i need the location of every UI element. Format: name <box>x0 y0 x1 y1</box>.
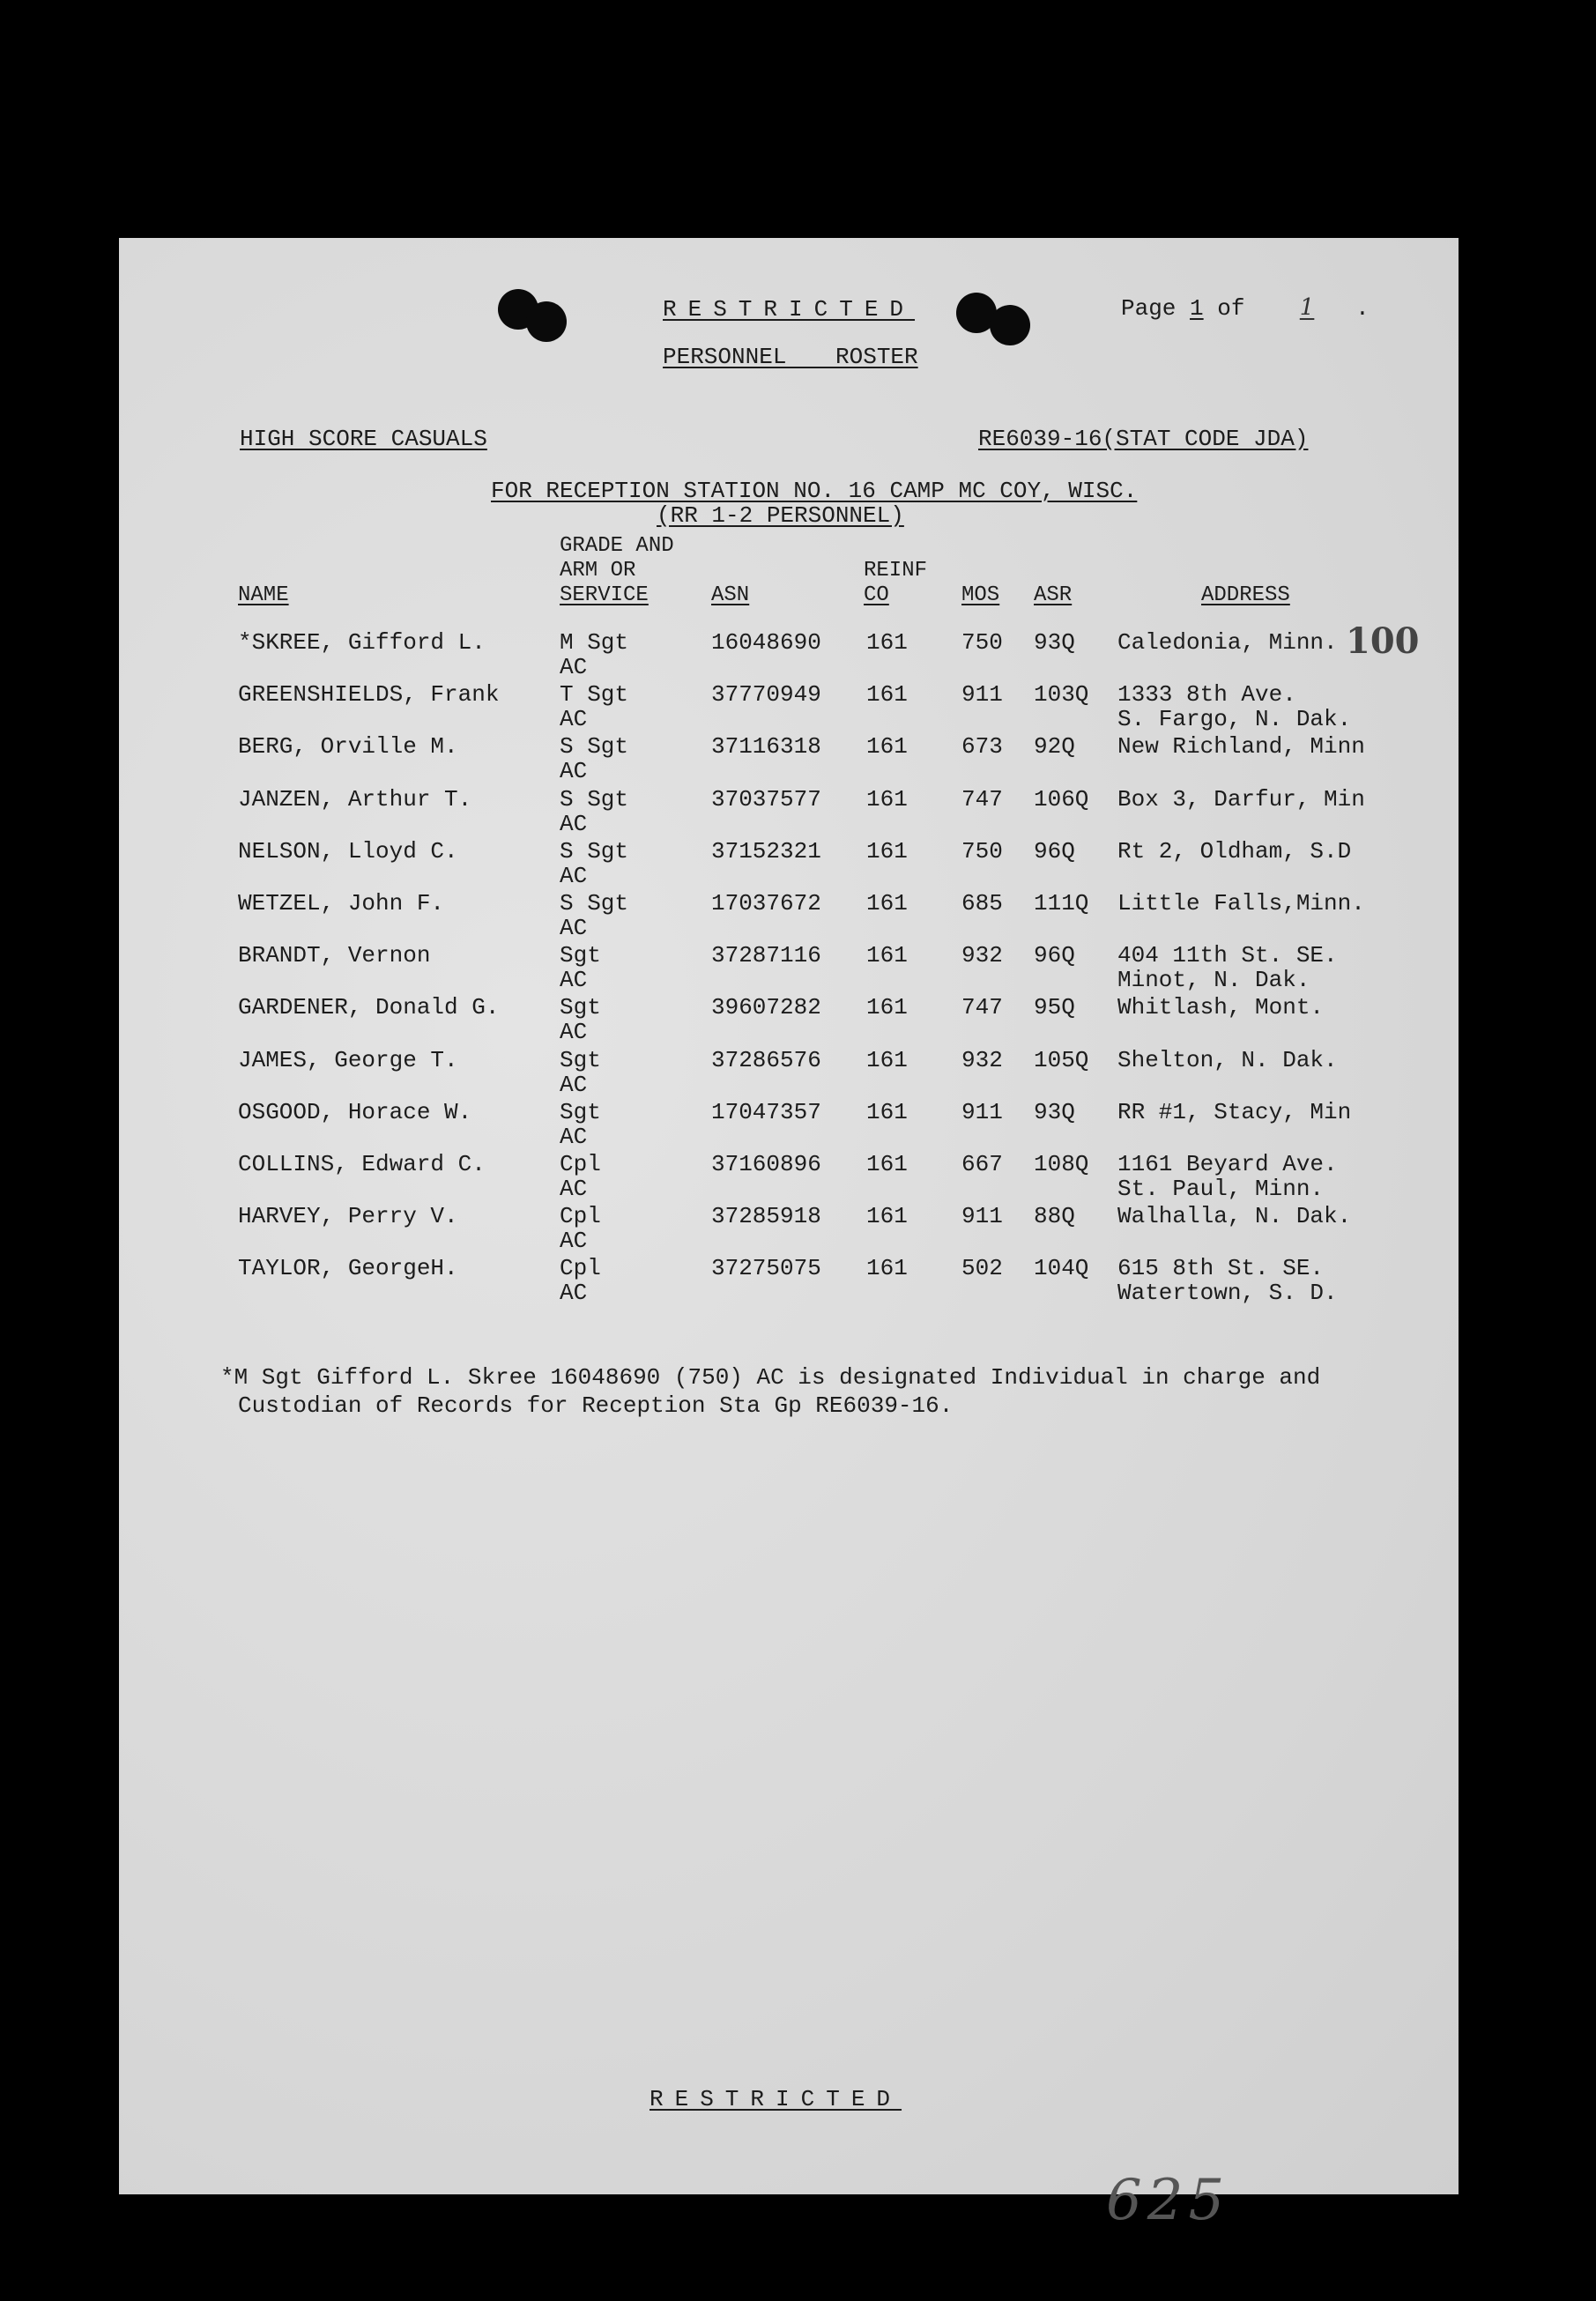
cell-asn: 37287116 <box>711 942 821 969</box>
cell-co: 161 <box>866 681 908 709</box>
cell-arm: AC <box>560 1228 588 1255</box>
col-name: NAME <box>238 583 289 607</box>
cell-grade: M Sgt <box>560 629 629 656</box>
cell-asr: 105Q <box>1034 1046 1089 1073</box>
cell-arm: AC <box>560 758 588 785</box>
cell-name: BERG, Orville M. <box>238 733 458 761</box>
cell-mos: 747 <box>961 785 1003 813</box>
cell-asn: 17047357 <box>711 1098 821 1125</box>
cell-addr1: 1161 Beyard Ave. <box>1117 1151 1338 1177</box>
cell-asn: 37037577 <box>711 785 821 813</box>
cell-grade: Sgt <box>560 994 601 1021</box>
table-row <box>119 1047 1459 1100</box>
cell-grade: S Sgt <box>560 785 629 813</box>
col-asr: ASR <box>1034 583 1073 607</box>
table-row <box>119 994 1459 1047</box>
table-row <box>119 942 1459 995</box>
table-row <box>119 629 1459 682</box>
cell-asn: 39607282 <box>711 994 821 1021</box>
cell-grade: Sgt <box>560 1098 601 1125</box>
cell-grade: S Sgt <box>560 890 629 917</box>
cell-mos: 673 <box>961 733 1003 761</box>
table-row <box>119 838 1459 891</box>
cell-grade: Cpl <box>560 1203 601 1230</box>
cell-asr: 104Q <box>1034 1255 1089 1282</box>
cell-asr: 103Q <box>1034 681 1089 709</box>
cell-asr: 93Q <box>1034 629 1075 656</box>
cell-arm: AC <box>560 1280 588 1307</box>
group-code: RE6039-16(STAT CODE JDA) <box>978 426 1309 452</box>
cell-asn: 37160896 <box>711 1151 821 1177</box>
cell-addr2: St. Paul, Minn. <box>1117 1176 1325 1202</box>
cell-asn: 16048690 <box>711 629 821 656</box>
cell-co: 161 <box>866 942 908 969</box>
cell-asr: 88Q <box>1034 1203 1075 1230</box>
cell-co: 161 <box>866 1046 908 1073</box>
cell-grade: S Sgt <box>560 837 629 865</box>
cell-asr: 92Q <box>1034 733 1075 761</box>
cell-mos: 502 <box>961 1255 1003 1282</box>
cell-co: 161 <box>866 994 908 1021</box>
cell-addr1: New Richland, Minn <box>1117 733 1365 761</box>
cell-mos: 685 <box>961 890 1003 917</box>
cell-arm: AC <box>560 654 588 680</box>
cell-co: 161 <box>866 785 908 813</box>
cell-addr2: Minot, N. Dak. <box>1117 967 1310 994</box>
cell-asn: 37285918 <box>711 1203 821 1230</box>
table-row <box>119 1099 1459 1152</box>
cell-arm: AC <box>560 1071 588 1098</box>
cell-name: OSGOOD, Horace W. <box>238 1098 472 1125</box>
cell-co: 161 <box>866 1203 908 1230</box>
cell-asr: 106Q <box>1034 785 1089 813</box>
cell-asn: 37770949 <box>711 681 821 709</box>
cell-addr1: 1333 8th Ave. <box>1117 681 1296 709</box>
table-row <box>119 1151 1459 1204</box>
footnote-line-2: Custodian of Records for Reception Sta Gp RE6039-16. <box>238 1392 954 1419</box>
cell-mos: 747 <box>961 994 1003 1021</box>
cell-grade: Sgt <box>560 942 601 969</box>
cell-mos: 750 <box>961 629 1003 656</box>
classification-top: RESTRICTED <box>663 296 916 323</box>
cell-asn: 37275075 <box>711 1255 821 1282</box>
cell-mos: 911 <box>961 1098 1003 1125</box>
sub-destination: (RR 1-2 PERSONNEL) <box>657 502 904 529</box>
cell-asn: 37286576 <box>711 1046 821 1073</box>
cell-addr1: 615 8th St. SE. <box>1117 1255 1325 1282</box>
margin-number: 100 <box>1346 620 1420 662</box>
table-row <box>119 1203 1459 1256</box>
roster-title: PERSONNEL ROSTER <box>663 344 918 370</box>
col-reinf-l2: CO <box>864 583 889 607</box>
cell-co: 161 <box>866 733 908 761</box>
col-address: ADDRESS <box>1201 583 1290 607</box>
cell-addr1: Whitlash, Mont. <box>1117 994 1325 1021</box>
cell-addr1: Rt 2, Oldham, S.D <box>1117 837 1352 865</box>
col-grade-l2: ARM OR <box>560 559 636 583</box>
page-prefix: Page <box>1121 295 1177 322</box>
cell-name: COLLINS, Edward C. <box>238 1151 486 1177</box>
cell-addr1: Little Falls,Minn. <box>1117 890 1365 917</box>
cell-name: TAYLOR, GeorgeH. <box>238 1255 458 1282</box>
cell-arm: AC <box>560 1176 588 1202</box>
page-indicator: Page 1 of 1 . <box>1121 294 1370 322</box>
cell-name: HARVEY, Perry V. <box>238 1203 458 1230</box>
footnote-line-1: *M Sgt Gifford L. Skree 16048690 (750) AC is designated Individual in charge and <box>220 1364 1321 1391</box>
cell-asr: 95Q <box>1034 994 1075 1021</box>
cell-name: WETZEL, John F. <box>238 890 445 917</box>
cell-co: 161 <box>866 1255 908 1282</box>
bottom-handwritten-number: 625 <box>1106 2168 1230 2233</box>
cell-grade: Cpl <box>560 1151 601 1177</box>
cell-grade: Sgt <box>560 1046 601 1073</box>
punch-hole-left-b <box>526 301 567 342</box>
cell-asr: 96Q <box>1034 837 1075 865</box>
table-row <box>119 681 1459 734</box>
cell-arm: AC <box>560 967 588 994</box>
table-row <box>119 890 1459 943</box>
cell-asr: 108Q <box>1034 1151 1089 1177</box>
cell-name: JANZEN, Arthur T. <box>238 785 472 813</box>
cell-addr1: Shelton, N. Dak. <box>1117 1046 1338 1073</box>
cell-arm: AC <box>560 1019 588 1046</box>
col-reinf-l1: REINF <box>864 559 928 583</box>
cell-mos: 667 <box>961 1151 1003 1177</box>
col-asn: ASN <box>711 583 750 607</box>
cell-addr1: Walhalla, N. Dak. <box>1117 1203 1352 1230</box>
cell-name: *SKREE, Gifford L. <box>238 629 486 656</box>
table-row <box>119 1255 1459 1308</box>
cell-mos: 911 <box>961 1203 1003 1230</box>
table-row <box>119 786 1459 839</box>
cell-addr1: Caledonia, Minn. <box>1117 629 1338 656</box>
group-name: HIGH SCORE CASUALS <box>240 426 487 452</box>
cell-addr1: Box 3, Darfur, Min <box>1117 785 1365 813</box>
col-grade-l3: SERVICE <box>560 583 649 607</box>
cell-grade: Cpl <box>560 1255 601 1282</box>
cell-arm: AC <box>560 915 588 941</box>
cell-addr1: RR #1, Stacy, Min <box>1117 1098 1352 1125</box>
col-mos: MOS <box>961 583 1000 607</box>
cell-name: GREENSHIELDS, Frank <box>238 681 500 709</box>
cell-addr1: 404 11th St. SE. <box>1117 942 1338 969</box>
cell-asr: 96Q <box>1034 942 1075 969</box>
cell-asr: 93Q <box>1034 1098 1075 1125</box>
cell-mos: 911 <box>961 681 1003 709</box>
cell-arm: AC <box>560 862 588 889</box>
page-total: 1 <box>1299 294 1315 321</box>
cell-co: 161 <box>866 1151 908 1177</box>
page-number: 1 <box>1190 295 1204 322</box>
cell-co: 161 <box>866 837 908 865</box>
cell-name: NELSON, Lloyd C. <box>238 837 458 865</box>
cell-arm: AC <box>560 1123 588 1150</box>
cell-mos: 932 <box>961 942 1003 969</box>
cell-name: JAMES, George T. <box>238 1046 458 1073</box>
table-row <box>119 733 1459 786</box>
cell-asn: 37116318 <box>711 733 821 761</box>
cell-addr2: Watertown, S. D. <box>1117 1280 1338 1307</box>
page-of: of <box>1217 295 1245 322</box>
document-page <box>119 238 1459 2233</box>
destination: FOR RECEPTION STATION NO. 16 CAMP MC COY, WISC. <box>491 478 1138 504</box>
cell-asr: 111Q <box>1034 890 1089 917</box>
cell-addr2: S. Fargo, N. Dak. <box>1117 706 1352 733</box>
punch-hole-right-b <box>990 305 1030 345</box>
cell-co: 161 <box>866 629 908 656</box>
cell-arm: AC <box>560 810 588 837</box>
cell-name: BRANDT, Vernon <box>238 942 431 969</box>
col-grade-l1: GRADE AND <box>560 534 674 558</box>
cell-mos: 750 <box>961 837 1003 865</box>
cell-co: 161 <box>866 1098 908 1125</box>
cell-arm: AC <box>560 706 588 733</box>
classification-bottom: RESTRICTED <box>650 2086 902 2112</box>
cell-asn: 17037672 <box>711 890 821 917</box>
cell-mos: 932 <box>961 1046 1003 1073</box>
cell-asn: 37152321 <box>711 837 821 865</box>
cell-name: GARDENER, Donald G. <box>238 994 500 1021</box>
cell-grade: S Sgt <box>560 733 629 761</box>
cell-co: 161 <box>866 890 908 917</box>
cell-grade: T Sgt <box>560 681 629 709</box>
